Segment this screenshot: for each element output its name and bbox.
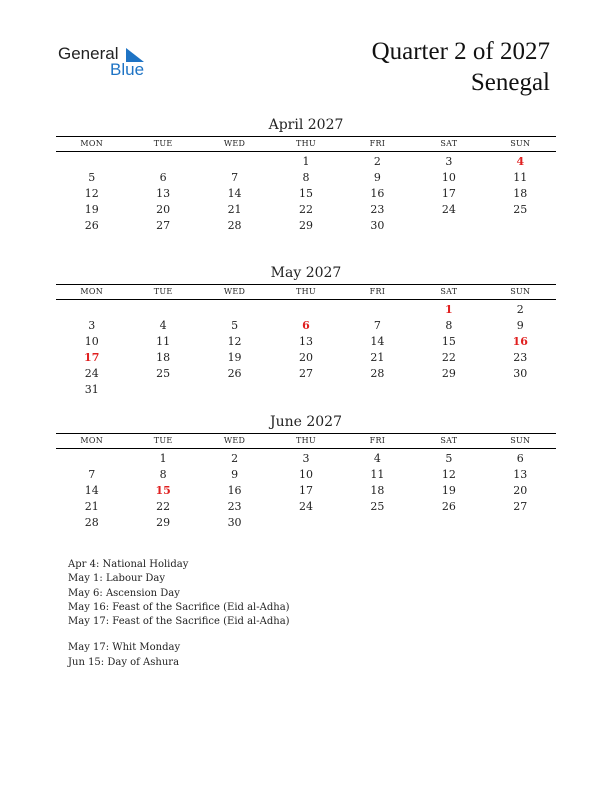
day-cell: 9 bbox=[231, 468, 239, 481]
day-cell: 5 bbox=[231, 319, 239, 332]
holiday-note: May 16: Feast of the Sacrifice (Eid al-Adha) bbox=[68, 601, 290, 613]
day-cell bbox=[56, 302, 127, 318]
day-cell: 2 bbox=[231, 452, 239, 465]
weekday-label: SUN bbox=[510, 436, 531, 445]
day-cell: 25 bbox=[513, 203, 528, 216]
day-cell bbox=[127, 302, 198, 318]
month-name: June 2027 bbox=[269, 414, 342, 430]
logo-general-text: General bbox=[58, 44, 119, 63]
holiday-day-cell: 16 bbox=[512, 335, 528, 348]
day-cell: 2 bbox=[516, 303, 524, 316]
day-cell: 8 bbox=[302, 171, 310, 184]
day-cell: 16 bbox=[370, 187, 385, 200]
day-cell: 25 bbox=[370, 500, 385, 513]
day-cell: 17 bbox=[441, 187, 456, 200]
holiday-day-cell: 6 bbox=[302, 319, 310, 332]
weekday-header-row bbox=[56, 433, 556, 449]
day-cell bbox=[413, 218, 484, 234]
day-cell: 19 bbox=[84, 203, 99, 216]
weekday-header-row bbox=[56, 284, 556, 300]
day-cell: 8 bbox=[445, 319, 453, 332]
weekday-label: FRI bbox=[369, 287, 386, 296]
notes-gap bbox=[68, 629, 290, 641]
day-cell: 4 bbox=[373, 452, 381, 465]
weekday-label: SAT bbox=[440, 287, 458, 296]
day-cell: 21 bbox=[84, 500, 99, 513]
day-cell bbox=[413, 515, 484, 531]
day-cell: 1 bbox=[159, 452, 167, 465]
day-cell: 14 bbox=[84, 484, 99, 497]
day-cell: 20 bbox=[513, 484, 528, 497]
day-cell: 24 bbox=[441, 203, 456, 216]
day-cell: 28 bbox=[84, 516, 99, 529]
day-cell: 5 bbox=[88, 171, 96, 184]
day-cell: 18 bbox=[513, 187, 528, 200]
day-cell: 9 bbox=[516, 319, 524, 332]
week-row bbox=[56, 467, 556, 483]
day-cell bbox=[56, 451, 127, 467]
day-cell: 12 bbox=[441, 468, 456, 481]
month-april bbox=[56, 116, 556, 234]
holiday-note: Jun 15: Day of Ashura bbox=[68, 656, 180, 668]
day-cell: 2 bbox=[373, 155, 381, 168]
month-name: May 2027 bbox=[270, 265, 342, 281]
day-cell bbox=[199, 302, 270, 318]
day-cell: 11 bbox=[156, 335, 171, 348]
day-cell: 11 bbox=[370, 468, 385, 481]
day-cell: 26 bbox=[84, 219, 99, 232]
day-cell: 14 bbox=[370, 335, 385, 348]
day-cell: 27 bbox=[298, 367, 313, 380]
weekday-header-row bbox=[56, 136, 556, 152]
holiday-note: May 17: Feast of the Sacrifice (Eid al-Adha) bbox=[68, 616, 290, 628]
day-cell: 22 bbox=[441, 351, 456, 364]
day-cell: 12 bbox=[84, 187, 99, 200]
day-cell: 27 bbox=[513, 500, 528, 513]
logo bbox=[58, 44, 158, 80]
day-cell: 19 bbox=[441, 484, 456, 497]
day-cell bbox=[127, 382, 198, 398]
day-cell: 6 bbox=[159, 171, 167, 184]
day-cell: 13 bbox=[298, 335, 313, 348]
day-cell: 10 bbox=[298, 468, 313, 481]
day-cell: 21 bbox=[370, 351, 385, 364]
day-cell bbox=[199, 382, 270, 398]
holiday-notes bbox=[68, 558, 290, 670]
day-cell: 30 bbox=[370, 219, 385, 232]
day-cell: 15 bbox=[298, 187, 313, 200]
day-cell: 28 bbox=[370, 367, 385, 380]
week-row bbox=[56, 334, 556, 350]
month-name: April 2027 bbox=[268, 117, 344, 133]
week-row bbox=[56, 366, 556, 382]
holiday-day-cell: 17 bbox=[84, 351, 100, 364]
day-cell: 6 bbox=[516, 452, 524, 465]
day-cell bbox=[127, 154, 198, 170]
weekday-label: MON bbox=[80, 287, 104, 296]
weekday-label: FRI bbox=[369, 436, 386, 445]
weekday-label: TUE bbox=[153, 287, 173, 296]
holiday-day-cell: 15 bbox=[155, 484, 171, 497]
weekday-label: FRI bbox=[369, 139, 386, 148]
day-cell bbox=[56, 154, 127, 170]
weekday-label: SUN bbox=[510, 287, 531, 296]
day-cell: 29 bbox=[298, 219, 313, 232]
logo-blue-text: Blue bbox=[110, 60, 145, 79]
day-cell: 26 bbox=[227, 367, 242, 380]
day-cell: 25 bbox=[156, 367, 171, 380]
day-cell: 1 bbox=[302, 155, 310, 168]
day-cell bbox=[413, 382, 484, 398]
day-cell bbox=[270, 302, 341, 318]
week-row bbox=[56, 318, 556, 334]
holiday-day-cell: 4 bbox=[516, 155, 525, 168]
month-may bbox=[56, 264, 556, 398]
day-cell: 5 bbox=[445, 452, 453, 465]
day-cell: 11 bbox=[513, 171, 528, 184]
day-cell: 23 bbox=[227, 500, 242, 513]
month-june bbox=[56, 413, 556, 531]
day-cell: 13 bbox=[156, 187, 171, 200]
week-row bbox=[56, 483, 556, 499]
weekday-label: WED bbox=[223, 436, 246, 445]
week-row bbox=[56, 382, 556, 398]
day-cell bbox=[485, 515, 556, 531]
holiday-day-cell: 1 bbox=[445, 303, 453, 316]
title-country: Senegal bbox=[470, 69, 550, 96]
day-cell: 18 bbox=[370, 484, 385, 497]
day-cell: 19 bbox=[227, 351, 242, 364]
day-cell: 18 bbox=[156, 351, 171, 364]
day-cell: 27 bbox=[156, 219, 171, 232]
day-cell: 13 bbox=[513, 468, 528, 481]
week-row bbox=[56, 451, 556, 467]
weekday-label: TUE bbox=[153, 436, 173, 445]
holiday-note: May 1: Labour Day bbox=[68, 573, 165, 585]
day-cell: 20 bbox=[298, 351, 313, 364]
weekday-label: TUE bbox=[153, 139, 173, 148]
weekday-label: WED bbox=[223, 287, 246, 296]
week-row bbox=[56, 186, 556, 202]
weekday-label: MON bbox=[80, 139, 104, 148]
day-cell: 31 bbox=[84, 383, 99, 396]
day-cell bbox=[270, 382, 341, 398]
day-cell: 26 bbox=[441, 500, 456, 513]
day-cell: 22 bbox=[298, 203, 313, 216]
week-row bbox=[56, 202, 556, 218]
day-cell: 16 bbox=[227, 484, 242, 497]
day-cell: 15 bbox=[441, 335, 456, 348]
weekday-label: THU bbox=[296, 287, 316, 296]
holiday-note: May 6: Ascension Day bbox=[68, 587, 180, 599]
day-cell: 23 bbox=[370, 203, 385, 216]
day-cell: 29 bbox=[156, 516, 171, 529]
weekday-label: THU bbox=[296, 436, 316, 445]
day-cell bbox=[199, 154, 270, 170]
day-cell: 24 bbox=[298, 500, 313, 513]
page-title bbox=[372, 36, 550, 98]
day-cell: 7 bbox=[88, 468, 96, 481]
day-cell: 7 bbox=[231, 171, 239, 184]
title-quarter: Quarter 2 of 2027 bbox=[371, 38, 550, 65]
week-row bbox=[56, 350, 556, 366]
day-cell: 7 bbox=[373, 319, 381, 332]
day-cell: 10 bbox=[84, 335, 99, 348]
day-cell: 30 bbox=[513, 367, 528, 380]
day-cell: 8 bbox=[159, 468, 167, 481]
day-cell bbox=[485, 382, 556, 398]
week-row bbox=[56, 302, 556, 318]
week-row bbox=[56, 218, 556, 234]
weekday-label: WED bbox=[223, 139, 246, 148]
day-cell: 24 bbox=[84, 367, 99, 380]
weekday-label: SUN bbox=[510, 139, 531, 148]
day-cell: 9 bbox=[373, 171, 381, 184]
weekday-label: SAT bbox=[440, 436, 458, 445]
day-cell bbox=[342, 515, 413, 531]
day-cell: 23 bbox=[513, 351, 528, 364]
day-cell bbox=[485, 218, 556, 234]
day-cell: 3 bbox=[445, 155, 453, 168]
day-cell: 14 bbox=[227, 187, 242, 200]
day-cell bbox=[342, 382, 413, 398]
day-cell: 12 bbox=[227, 335, 242, 348]
day-cell: 20 bbox=[156, 203, 171, 216]
day-cell: 3 bbox=[302, 452, 310, 465]
day-cell: 22 bbox=[156, 500, 171, 513]
week-row bbox=[56, 154, 556, 170]
day-cell: 21 bbox=[227, 203, 242, 216]
day-cell: 4 bbox=[159, 319, 167, 332]
week-row bbox=[56, 170, 556, 186]
weekday-label: MON bbox=[80, 436, 104, 445]
day-cell: 3 bbox=[88, 319, 96, 332]
weekday-label: THU bbox=[296, 139, 316, 148]
day-cell: 30 bbox=[227, 516, 242, 529]
day-cell: 28 bbox=[227, 219, 242, 232]
weekday-label: SAT bbox=[440, 139, 458, 148]
holiday-note: May 17: Whit Monday bbox=[68, 642, 181, 654]
day-cell bbox=[270, 515, 341, 531]
day-cell: 17 bbox=[298, 484, 313, 497]
day-cell: 29 bbox=[441, 367, 456, 380]
week-row bbox=[56, 499, 556, 515]
holiday-note: Apr 4: National Holiday bbox=[68, 559, 189, 570]
day-cell bbox=[342, 302, 413, 318]
week-row bbox=[56, 515, 556, 531]
day-cell: 10 bbox=[441, 171, 456, 184]
